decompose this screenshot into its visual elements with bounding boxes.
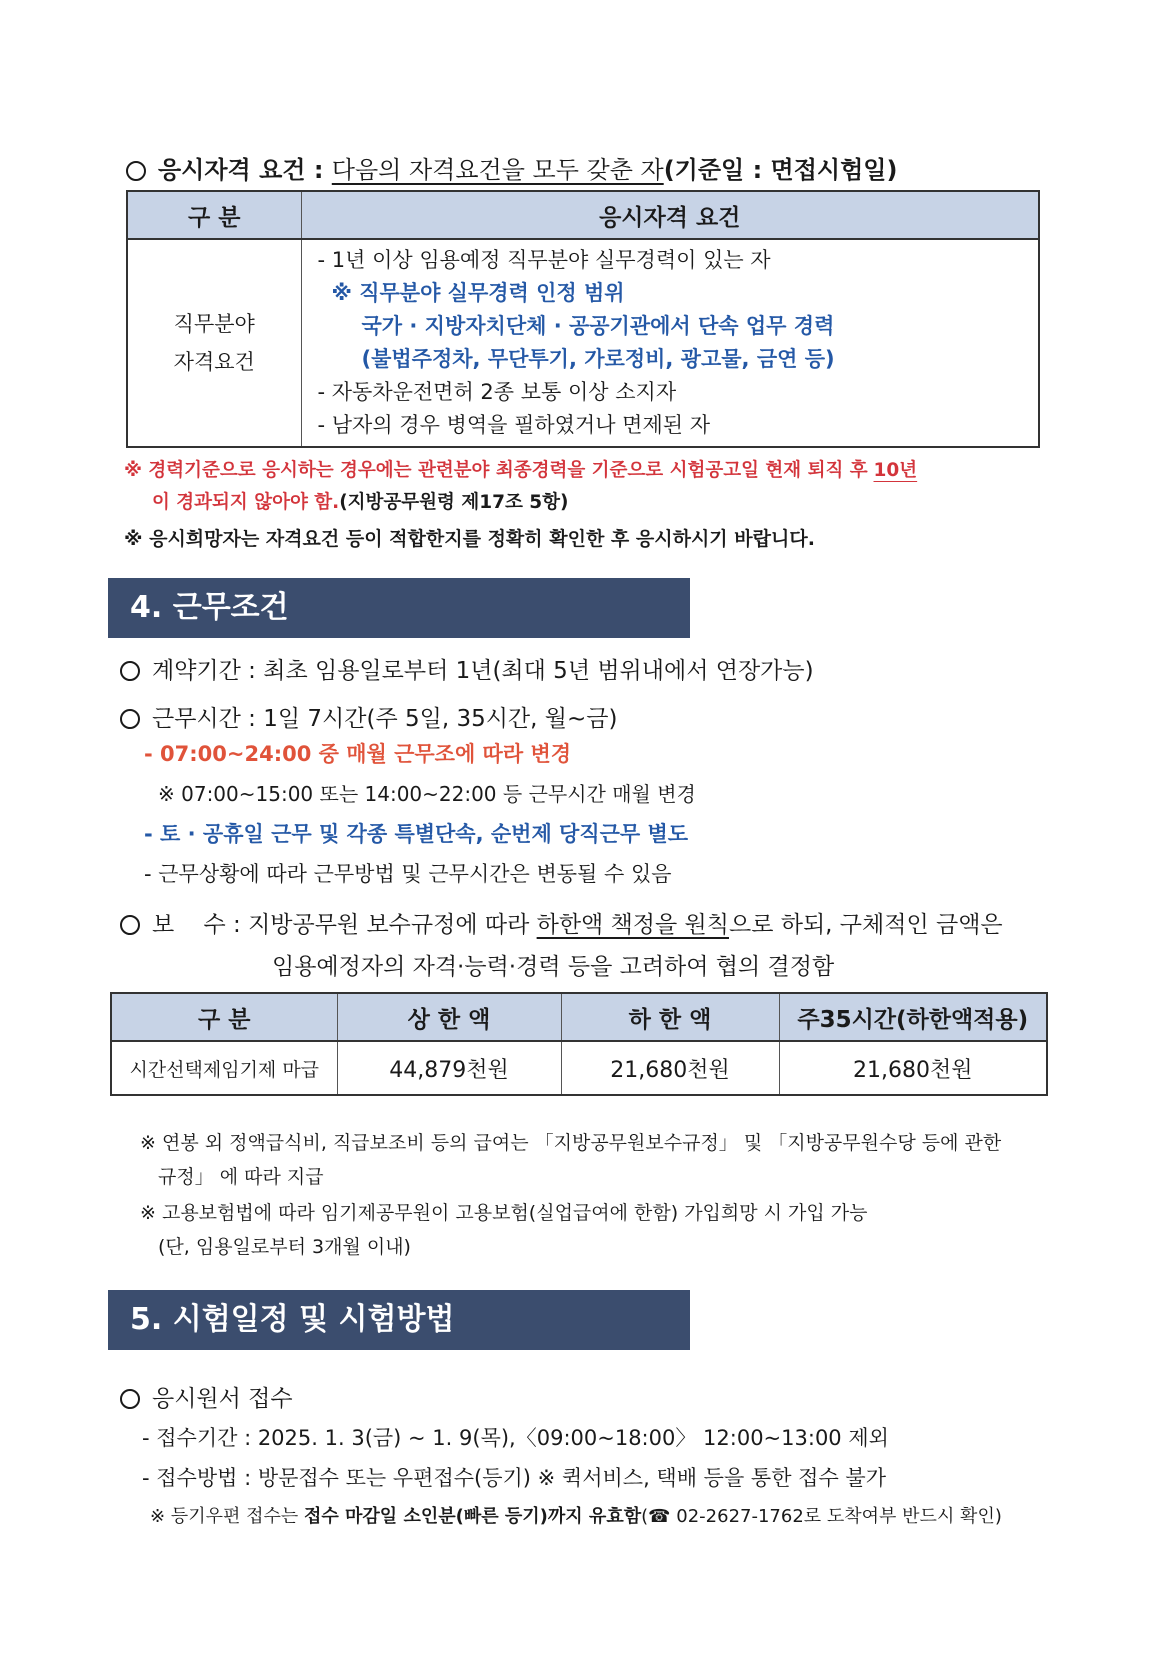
pay-cell: 44,879천원 [337,1041,561,1095]
pay-col-header: 구 분 [111,993,337,1041]
hours-sub-holiday: - 토 · 공휴일 근무 및 각종 특별단속, 순번제 당직근무 별도 [144,822,689,846]
application-period: - 접수기간 : 2025. 1. 3(금) ~ 1. 9(목),〈09:00~18:00〉 12:00~13:00 제외 [142,1426,889,1450]
hours-sub-shift: - 07:00~24:00 중 매월 근무조에 따라 변경 [144,742,572,766]
application-heading: 응시원서 접수 [120,1380,293,1413]
circle-bullet-icon [120,915,140,935]
application-method: - 접수방법 : 방문접수 또는 우편접수(등기) ※ 퀵서비스, 택배 등을 통한 접수 불가 [142,1466,886,1490]
career-note-cont: 이 경과되지 않아야 함.(지방공무원령 제17조 5항) [152,492,569,513]
pay-underlined: 하한액 책정을 원칙 [536,912,729,938]
ten-years-highlight: 10년 [873,460,918,481]
table-row [111,1041,1047,1095]
qual-line: 국가 · 지방자치단체 · 공공기관에서 단속 업무 경력 [361,314,835,338]
qual-line: (불법주정차, 무단투기, 가로정비, 광고물, 금연 등) [361,347,835,371]
pay-note-1-cont: 규정」 에 따라 지급 [158,1166,324,1188]
qualification-table [126,190,1040,448]
pay-table [110,992,1048,1096]
qual-col-header-category: 구 분 [127,191,301,239]
hours-sub-change: - 근무상황에 따라 근무방법 및 근무시간은 변동될 수 있음 [144,862,672,886]
pay-description: 보 수 : 지방공무원 보수규정에 따라 하한액 책정을 원칙으로 하되, 구체적인 금액은 [120,906,1003,939]
pay-cell: 21,680천원 [561,1041,779,1095]
qual-line: ※ 직무분야 실무경력 인정 범위 [331,281,625,305]
pay-note-1: ※ 연봉 외 정액급식비, 직급보조비 등의 급여는 「지방공무원보수규정」 및 「지방공무원수당 등에 관한 [140,1132,1002,1154]
qual-line: - 남자의 경우 병역을 필하였거나 면제된 자 [317,413,710,437]
circle-bullet-icon [120,1389,140,1409]
circle-bullet-icon [120,661,140,681]
hours-sub-note: ※ 07:00~15:00 또는 14:00~22:00 등 근무시간 매월 변경 [158,782,696,806]
section-5-title: 5. 시험일정 및 시험방법 [108,1290,690,1350]
qual-col-header-requirement: 응시자격 요건 [301,191,1039,239]
qual-content-cell [301,239,1039,447]
pay-note-2-cont: (단, 임용일로부터 3개월 이내) [158,1236,411,1258]
pay-note-2: ※ 고용보험법에 따라 임기제공무원이 고용보험(실업급여에 한함) 가입희망 시 가입 가능 [140,1202,868,1224]
qual-line: - 자동차운전면허 2종 보통 이상 소지자 [317,380,677,404]
career-note: ※ 경력기준으로 응시하는 경우에는 관련분야 최종경력을 기준으로 시험공고일 현재 퇴직 후 10년 [124,460,918,481]
pay-col-header: 상 한 액 [337,993,561,1041]
circle-bullet-icon [126,161,146,181]
applicant-note: ※ 응시희망자는 자격요건 등이 적합한지를 정확히 확인한 후 응시하시기 바랍니다. [124,528,815,550]
circle-bullet-icon [120,709,140,729]
pay-cell: 21,680천원 [779,1041,1047,1095]
work-hours: 근무시간 : 1일 7시간(주 5일, 35시간, 월~금) [120,700,617,733]
pay-cell: 시간선택제임기제 마급 [111,1041,337,1095]
qual-line: - 1년 이상 임용예정 직무분야 실무경력이 있는 자 [317,248,771,272]
heading-underlined: 다음의 자격요건을 모두 갖춘 자 [331,156,664,184]
registered-mail-note: ※ 등기우편 접수는 접수 마감일 소인분(빠른 등기)까지 유효함(☎ 02-2627-1762로 도착여부 반드시 확인) [150,1506,1002,1527]
section-4-title: 4. 근무조건 [108,578,690,638]
pay-col-header: 하 한 액 [561,993,779,1041]
pay-col-header: 주35시간(하한액적용) [779,993,1047,1041]
qual-category-cell: 직무분야 자격요건 [127,239,301,447]
pay-description-cont: 임용예정자의 자격·능력·경력 등을 고려하여 협의 결정함 [272,954,835,980]
contract-period: 계약기간 : 최초 임용일로부터 1년(최대 5년 범위내에서 연장가능) [120,652,814,685]
qualification-heading: 응시자격 요건 : 다음의 자격요건을 모두 갖춘 자(기준일 : 면접시험일) [126,150,897,185]
